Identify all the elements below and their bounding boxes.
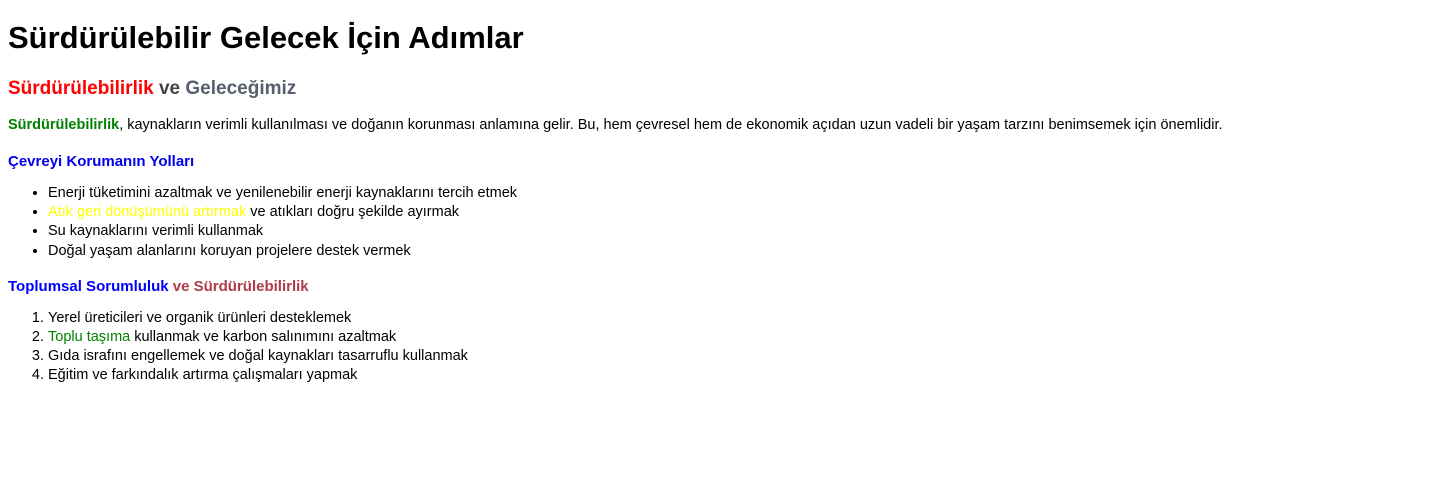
paragraph-body: , kaynakların verimli kullanılması ve doğanın korunması anlamına gelir. Bu, hem çevresel hem de ekonomik açıdan uzun vadeli bir yaşam tarzını benimsemek için önemlidir.	[119, 116, 1223, 133]
list-item-text: Enerji tüketimini azaltmak ve yenilenebilir enerji kaynaklarını tercih etmek	[48, 185, 518, 202]
section-heading-sustainability	[8, 78, 1423, 100]
heading-emphasis-red: Sürdürülebilirlik	[8, 77, 154, 99]
list-item-highlight: Toplu taşıma	[48, 328, 131, 345]
list-item-text: Yerel üreticileri ve organik ürünleri desteklemek	[48, 309, 352, 326]
list-item-text: ve atıkları doğru şekilde ayırmak	[246, 204, 460, 221]
subheading-environment: Çevreyi Korumanın Yolları	[8, 153, 195, 171]
list-item	[48, 347, 1423, 365]
list-item	[48, 222, 1423, 240]
list-item-text: Su kaynaklarını verimli kullanmak	[48, 223, 264, 240]
list-item	[48, 203, 1423, 221]
subheading-conjunction: ve	[168, 277, 194, 295]
list-item-text: Gıda israfını engellemek ve doğal kaynakları tasarruflu kullanmak	[48, 347, 468, 364]
paragraph-strong-term: Sürdürülebilirlik	[8, 116, 120, 133]
list-item-text: Doğal yaşam alanlarını koruyan projelere destek vermek	[48, 242, 411, 259]
list-item	[48, 366, 1423, 384]
heading-emphasis-slate: Geleceğimiz	[185, 77, 297, 99]
subheading-emphasis-blue: Toplumsal Sorumluluk	[8, 277, 169, 295]
list-item	[48, 242, 1423, 260]
list-item	[48, 328, 1423, 346]
intro-paragraph	[8, 116, 1423, 136]
subheading-social-responsibility	[8, 278, 1423, 295]
social-responsibility-list	[8, 309, 1423, 385]
list-item-highlight: Atık geri dönüşümünü artırmak	[48, 204, 247, 221]
environment-list	[8, 184, 1423, 260]
heading-conjunction: ve	[153, 77, 186, 99]
list-item-text: Eğitim ve farkındalık artırma çalışmaları yapmak	[48, 367, 358, 384]
subheading-emphasis-crimson: Sürdürülebilirlik	[193, 277, 309, 295]
list-item	[48, 309, 1423, 327]
list-item	[48, 184, 1423, 202]
list-item-text: kullanmak ve karbon salınımını azaltmak	[130, 328, 397, 345]
page-title: Sürdürülebilir Gelecek İçin Adımlar	[8, 20, 524, 55]
